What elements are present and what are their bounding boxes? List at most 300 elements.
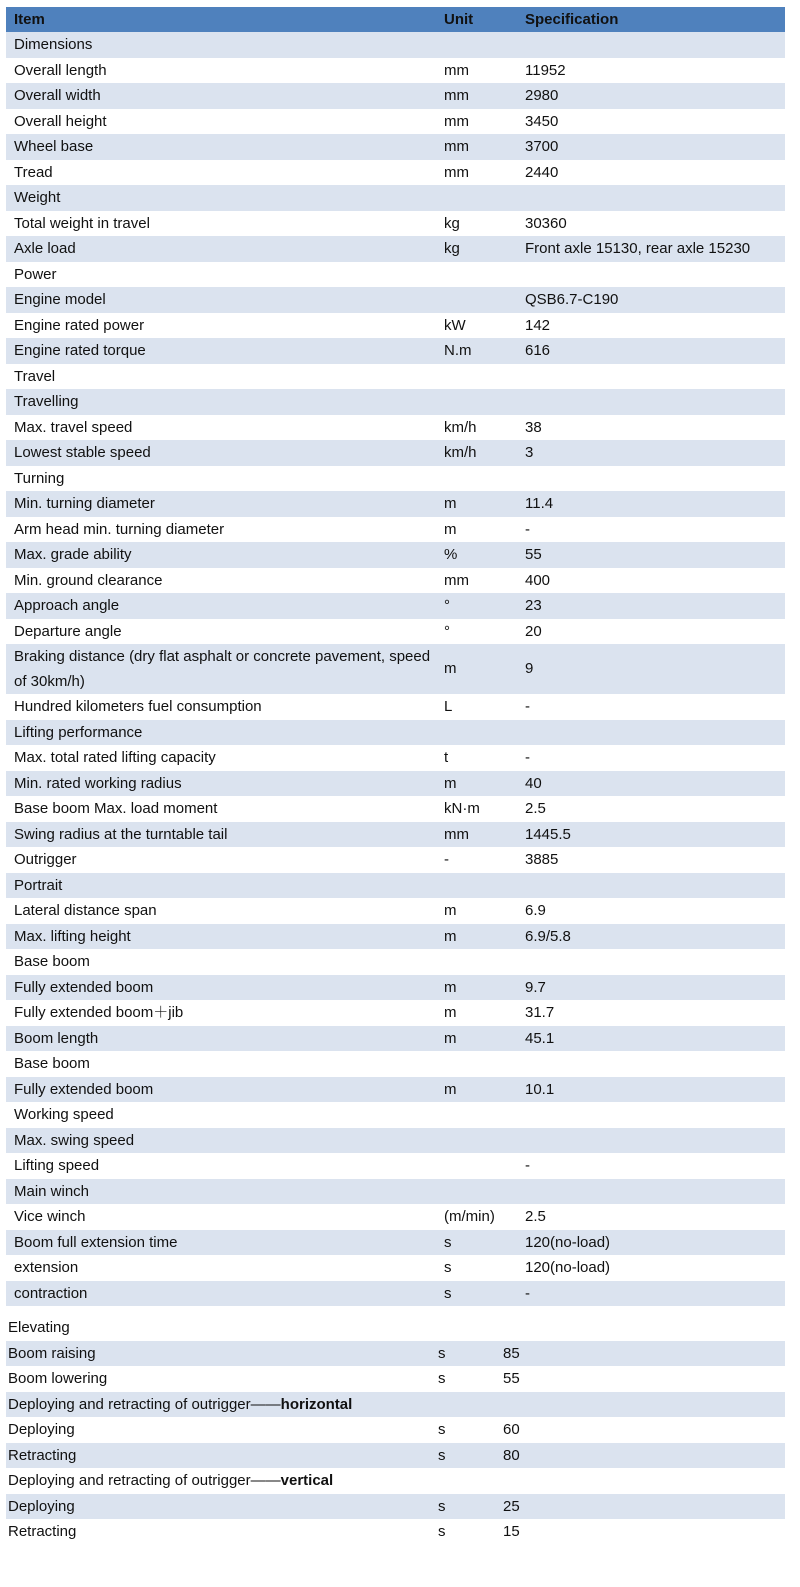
item-label: Engine rated torque (14, 342, 146, 359)
spec-cell (517, 720, 785, 746)
unit-cell (436, 389, 517, 415)
item-emphasis: horizontal (280, 1395, 353, 1413)
item-label: Main winch (14, 1182, 90, 1200)
item-label: Dimensions (14, 36, 93, 53)
unit-cell: s (438, 1523, 446, 1540)
unit-cell: m (444, 902, 457, 919)
item-cell (6, 1230, 436, 1256)
unit-cell (436, 1102, 517, 1128)
item-cell (6, 313, 436, 339)
item-label: Deploying (8, 1497, 75, 1515)
item-label: Engine rated power (14, 316, 145, 334)
spec-cell: 10.1 (517, 1077, 785, 1103)
item-emphasis: vertical (280, 1472, 334, 1489)
item-label: Max. swing speed (14, 1131, 135, 1149)
item-label: Engine model (14, 291, 106, 308)
unit-cell (430, 1392, 495, 1418)
item-label: Power (14, 265, 57, 283)
table-row (6, 822, 785, 848)
item-cell (6, 32, 436, 58)
item-cell (6, 619, 436, 645)
spec-cell: 55 (517, 542, 785, 568)
item-label: Tread (14, 163, 53, 181)
item-cell (6, 847, 436, 873)
spec-cell: 400 (525, 571, 551, 589)
item-cell (6, 58, 436, 84)
item-cell (6, 185, 436, 211)
item-label: Working speed (14, 1106, 114, 1123)
item-cell (6, 1026, 436, 1052)
spec-cell (517, 1102, 785, 1128)
item-label: Max. total rated lifting capacity (14, 749, 216, 766)
spec-cell (517, 1051, 785, 1077)
spec-cell: 55 (503, 1370, 520, 1387)
table-row (6, 593, 785, 619)
header-unit: Unit (436, 7, 517, 32)
item-label: Lowest stable speed (14, 444, 151, 461)
table-row (6, 415, 785, 441)
table-row (6, 873, 785, 899)
spec-cell: 11.4 (517, 491, 785, 517)
unit-cell (436, 1153, 517, 1179)
unit-cell (436, 466, 517, 492)
spec-cell (517, 873, 785, 899)
unit-cell: km/h (444, 418, 477, 436)
unit-cell (436, 720, 517, 746)
item-cell (6, 1077, 436, 1103)
unit-cell: km/h (436, 440, 517, 466)
unit-cell: m (436, 644, 517, 694)
table-row (6, 1366, 785, 1392)
unit-cell: s (436, 1230, 517, 1256)
table-row (6, 364, 785, 390)
table-header-row (6, 7, 785, 32)
table-row (6, 491, 785, 517)
table-row (6, 847, 785, 873)
table-row (6, 389, 785, 415)
item-label: contraction (14, 1284, 88, 1302)
item-cell (6, 975, 436, 1001)
item-cell (6, 1443, 430, 1469)
table-row (6, 924, 785, 950)
unit-cell (436, 873, 517, 899)
table-row (6, 1179, 785, 1205)
table-row (6, 1204, 785, 1230)
item-cell (6, 771, 436, 797)
item-cell (6, 542, 436, 568)
item-cell (6, 287, 436, 313)
item-label: Retracting (8, 1523, 77, 1540)
item-label: Elevating (8, 1319, 70, 1336)
unit-cell: m (444, 1004, 457, 1021)
unit-cell: kN·m (444, 800, 480, 817)
item-cell (6, 593, 436, 619)
item-label: Wheel base (14, 138, 94, 155)
item-cell (6, 1417, 430, 1443)
spec-cell: - (525, 1157, 530, 1174)
spec-cell: 120(no-load) (525, 1259, 611, 1276)
table-row (6, 1153, 785, 1179)
spec-cell: QSB6.7-C190 (517, 287, 785, 313)
unit-cell (436, 364, 517, 390)
spec-cell (517, 466, 785, 492)
item-cell (6, 568, 436, 594)
table-row (6, 338, 785, 364)
unit-cell (430, 1468, 495, 1494)
item-cell (6, 134, 436, 160)
unit-cell: kW (444, 316, 466, 334)
table-row (6, 1417, 785, 1443)
table-row (6, 1128, 785, 1154)
item-cell (6, 1366, 430, 1392)
spec-cell (495, 1392, 785, 1418)
table-row (6, 517, 785, 543)
table-row (6, 262, 785, 288)
unit-cell: m (436, 771, 517, 797)
table-row (6, 1392, 785, 1418)
spec-cell: 3450 (525, 112, 559, 130)
item-cell (6, 338, 436, 364)
item-cell (6, 1468, 430, 1494)
item-label: Total weight in travel (14, 214, 150, 232)
unit-cell: - (444, 851, 449, 868)
unit-cell: mm (444, 112, 469, 130)
spec-cell: 23 (517, 593, 785, 619)
item-label: Swing radius at the turntable tail (14, 825, 228, 843)
unit-cell: N.m (436, 338, 517, 364)
item-cell (6, 873, 436, 899)
spec-cell: 40 (517, 771, 785, 797)
unit-cell: t (444, 749, 449, 766)
spec-cell: 2.5 (525, 1208, 546, 1225)
item-cell (6, 949, 436, 975)
unit-cell: m (436, 924, 517, 950)
item-label: Travel (14, 367, 56, 385)
item-label: Min. ground clearance (14, 571, 163, 589)
unit-cell: mm (444, 163, 469, 181)
table-row (6, 720, 785, 746)
item-cell (6, 517, 436, 543)
item-label: Hundred kilometers fuel consumption (14, 698, 262, 715)
table-row (6, 58, 785, 84)
item-cell (6, 644, 436, 694)
table-row (6, 644, 785, 694)
spec-cell: 6.9 (525, 902, 546, 919)
unit-cell (436, 32, 517, 58)
table-row (6, 1000, 785, 1026)
item-label: Base boom (14, 1055, 90, 1072)
item-label: Fully extended boom (14, 1080, 154, 1098)
spec-cell: 20 (525, 622, 542, 640)
unit-cell: m (436, 975, 517, 1001)
item-label: Arm head min. turning diameter (14, 520, 225, 538)
spec-cell: 120(no-load) (517, 1230, 785, 1256)
unit-cell (436, 262, 517, 288)
spec-cell: - (525, 520, 530, 538)
spec-cell: - (525, 698, 530, 715)
item-cell (6, 1153, 436, 1179)
unit-cell: ° (444, 622, 450, 640)
speed-table-body (6, 1315, 785, 1545)
spec-table-body (6, 32, 785, 1306)
item-cell (6, 364, 436, 390)
table-row (6, 771, 785, 797)
spec-table (6, 7, 785, 1306)
unit-cell (436, 1179, 517, 1205)
spec-cell: 1445.5 (517, 822, 785, 848)
item-cell (6, 440, 436, 466)
item-label: Max. lifting height (14, 927, 131, 945)
spec-cell: 85 (495, 1341, 785, 1367)
header-item: Item (6, 7, 436, 32)
item-label: Weight (14, 189, 61, 206)
unit-cell: s (444, 1259, 452, 1276)
spec-cell (517, 389, 785, 415)
item-label: Deploying and retracting of outrigger—— (8, 1395, 281, 1413)
spec-cell: 9 (517, 644, 785, 694)
item-label: Boom raising (8, 1344, 96, 1362)
item-label: Departure angle (14, 622, 122, 640)
unit-cell: mm (436, 822, 517, 848)
spec-cell: 3885 (525, 851, 559, 868)
table-row (6, 1255, 785, 1281)
table-row (6, 542, 785, 568)
spec-cell: - (525, 749, 530, 766)
spec-cell: Front axle 15130, rear axle 15230 (517, 236, 785, 262)
item-cell (6, 1341, 430, 1367)
unit-cell: mm (444, 61, 469, 79)
item-cell (6, 262, 436, 288)
item-cell (6, 1519, 430, 1545)
spec-cell: 15 (503, 1523, 520, 1540)
table-row (6, 1341, 785, 1367)
item-label: Boom full extension time (14, 1233, 178, 1251)
table-row (6, 109, 785, 135)
item-label: Outrigger (14, 851, 77, 868)
spec-cell: 9.7 (517, 975, 785, 1001)
item-label: Fully extended boom＋jib (14, 1004, 184, 1021)
table-row (6, 1494, 785, 1520)
unit-cell: m (436, 1026, 517, 1052)
unit-cell: s (436, 1281, 517, 1307)
spec-cell (517, 262, 785, 288)
item-label: Overall length (14, 61, 107, 79)
item-label: Axle load (14, 240, 76, 257)
unit-cell (436, 1128, 517, 1154)
spec-cell: 38 (525, 418, 542, 436)
table-row (6, 83, 785, 109)
spec-cell (517, 1128, 785, 1154)
item-cell (6, 160, 436, 186)
unit-cell: kg (436, 236, 517, 262)
item-cell (6, 1000, 436, 1026)
item-label: Min. rated working radius (14, 774, 182, 792)
spec-cell (517, 364, 785, 390)
table-row (6, 185, 785, 211)
item-cell (6, 924, 436, 950)
spec-cell: 45.1 (517, 1026, 785, 1052)
item-cell (6, 1204, 436, 1230)
item-cell (6, 1392, 430, 1418)
table-row (6, 1102, 785, 1128)
item-label: Travelling (14, 393, 79, 410)
unit-cell: s (438, 1370, 446, 1387)
item-cell (6, 1051, 436, 1077)
unit-cell (436, 185, 517, 211)
item-cell (6, 1494, 430, 1520)
table-row (6, 134, 785, 160)
spec-cell (517, 32, 785, 58)
spec-cell: 60 (503, 1421, 520, 1438)
table-row (6, 1230, 785, 1256)
item-cell (6, 720, 436, 746)
item-cell (6, 1179, 436, 1205)
unit-cell (436, 1051, 517, 1077)
spec-cell: 6.9/5.8 (517, 924, 785, 950)
unit-cell: s (430, 1443, 495, 1469)
item-label: extension (14, 1259, 79, 1276)
item-label: Max. travel speed (14, 418, 133, 436)
spec-cell: 2980 (517, 83, 785, 109)
spec-cell: 31.7 (525, 1004, 555, 1021)
spec-cell (495, 1315, 785, 1341)
spec-cell (495, 1468, 785, 1494)
table-row (6, 568, 785, 594)
unit-cell: m (436, 1077, 517, 1103)
item-label: Boom lowering (8, 1370, 108, 1387)
unit-cell: % (436, 542, 517, 568)
unit-cell: m (436, 491, 517, 517)
spec-cell: 142 (525, 316, 551, 334)
item-label: Min. turning diameter (14, 495, 155, 512)
spec-cell (517, 1179, 785, 1205)
table-row (6, 694, 785, 720)
item-label: Retracting (8, 1446, 77, 1464)
spec-cell: 2440 (525, 163, 559, 181)
table-row (6, 949, 785, 975)
item-label: Lateral distance span (14, 902, 157, 919)
table-row (6, 32, 785, 58)
spec-cell: 11952 (525, 61, 566, 79)
table-row (6, 313, 785, 339)
table-row (6, 1077, 785, 1103)
unit-cell (436, 949, 517, 975)
spec-cell: 25 (495, 1494, 785, 1520)
table-row (6, 466, 785, 492)
unit-cell: mm (444, 571, 469, 589)
item-cell (6, 796, 436, 822)
table-row (6, 1026, 785, 1052)
unit-cell: kg (444, 214, 460, 232)
table-row (6, 1519, 785, 1545)
spec-cell: 2.5 (525, 800, 546, 817)
table-row (6, 1315, 785, 1341)
item-cell (6, 898, 436, 924)
spec-cell: - (517, 1281, 785, 1307)
spec-cell (517, 185, 785, 211)
item-cell (6, 1281, 436, 1307)
table-row (6, 796, 785, 822)
item-cell (6, 745, 436, 771)
item-label: Overall height (14, 112, 107, 130)
item-cell (6, 822, 436, 848)
item-label: Approach angle (14, 597, 120, 614)
table-row (6, 745, 785, 771)
unit-cell: ° (436, 593, 517, 619)
item-cell (6, 236, 436, 262)
unit-cell (430, 1315, 495, 1341)
item-cell (6, 694, 436, 720)
item-label: Max. grade ability (14, 546, 132, 563)
table-row (6, 898, 785, 924)
table-row (6, 975, 785, 1001)
item-cell (6, 491, 436, 517)
spec-cell (517, 949, 785, 975)
item-label: Base boom (14, 953, 90, 970)
item-label: Boom length (14, 1029, 99, 1047)
table-row (6, 160, 785, 186)
item-cell (6, 211, 436, 237)
item-cell (6, 83, 436, 109)
unit-cell (436, 287, 517, 313)
item-label: Fully extended boom (14, 978, 154, 996)
spec-cell: 3 (517, 440, 785, 466)
spec-cell: 80 (495, 1443, 785, 1469)
table-row (6, 236, 785, 262)
unit-cell: (m/min) (444, 1208, 495, 1225)
unit-cell: s (438, 1421, 446, 1438)
item-cell (6, 466, 436, 492)
unit-cell: mm (436, 134, 517, 160)
table-row (6, 1281, 785, 1307)
item-label: Vice winch (14, 1208, 86, 1225)
unit-cell: mm (436, 83, 517, 109)
item-cell (6, 415, 436, 441)
table-row (6, 440, 785, 466)
item-label: Turning (14, 469, 65, 487)
item-label: Deploying (8, 1421, 75, 1438)
speed-table (6, 1315, 785, 1545)
unit-cell: s (430, 1494, 495, 1520)
unit-cell: s (430, 1341, 495, 1367)
item-label: Lifting speed (14, 1157, 100, 1174)
item-cell (6, 109, 436, 135)
table-row (6, 211, 785, 237)
table-row (6, 287, 785, 313)
unit-cell: m (444, 520, 457, 538)
item-label: Base boom Max. load moment (14, 800, 218, 817)
item-label: Deploying and retracting of outrigger—— (8, 1472, 281, 1489)
table-row (6, 1051, 785, 1077)
item-cell (6, 389, 436, 415)
spec-cell: 30360 (525, 214, 567, 232)
item-label: Braking distance (dry flat asphalt or concrete pavement, speed of 30km/h) (14, 648, 431, 690)
spec-cell: 3700 (517, 134, 785, 160)
spec-cell: 616 (517, 338, 785, 364)
item-cell (6, 1315, 430, 1341)
table-row (6, 619, 785, 645)
item-label: Overall width (14, 87, 101, 104)
item-label: Lifting performance (14, 723, 143, 741)
table-row (6, 1468, 785, 1494)
item-cell (6, 1102, 436, 1128)
item-cell (6, 1128, 436, 1154)
header-spec: Specification (517, 7, 785, 32)
unit-cell: L (444, 698, 453, 715)
table-row (6, 1443, 785, 1469)
item-cell (6, 1255, 436, 1281)
item-label: Portrait (14, 876, 63, 894)
